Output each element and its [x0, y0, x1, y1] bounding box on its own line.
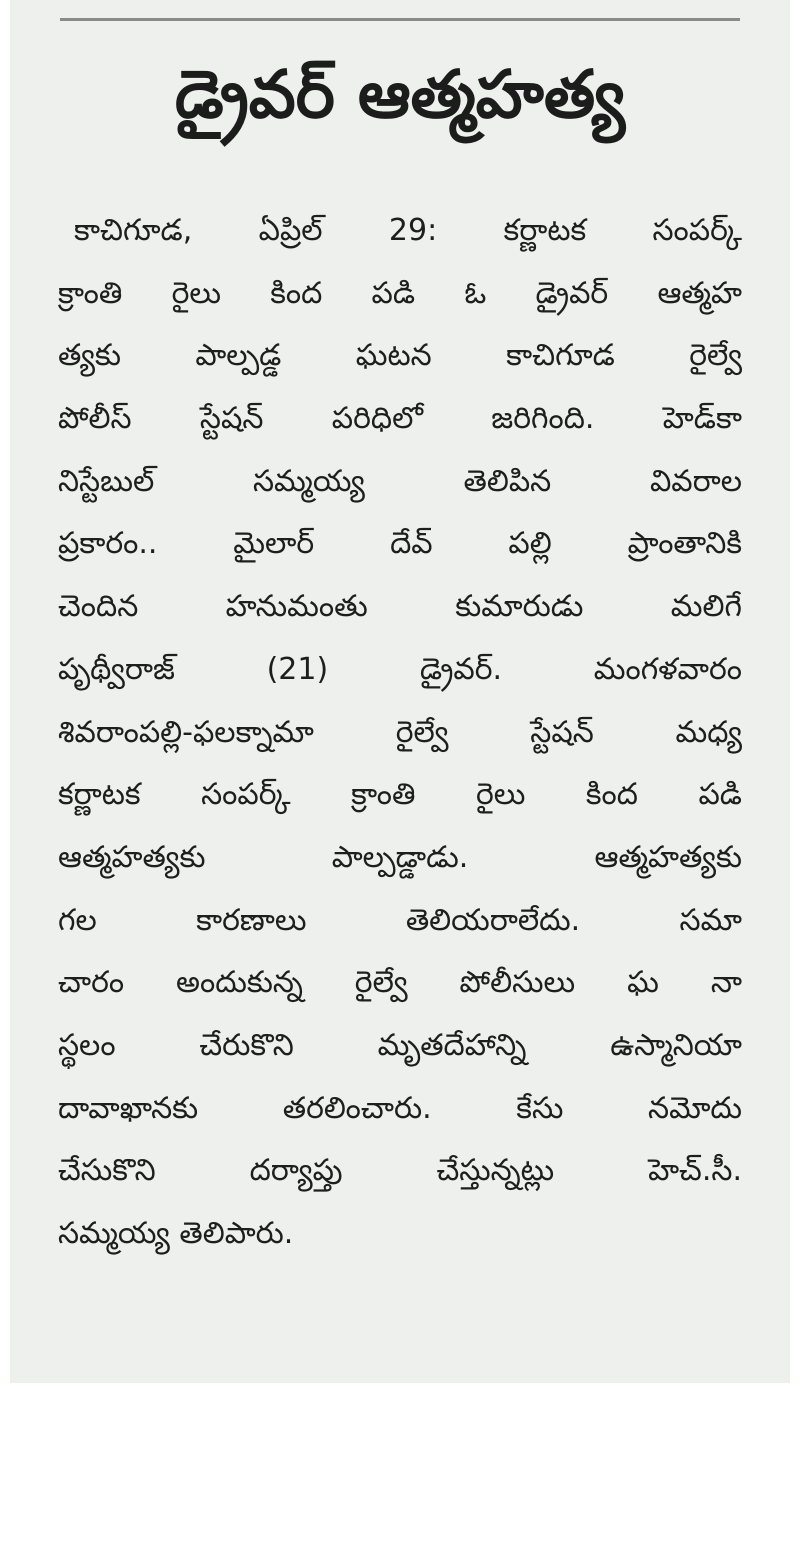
article-line: ఆత్మహత్యకు పాల్పడ్డాడు. ఆత్మహత్యకు: [58, 839, 742, 875]
article-line: దావాఖానకు తరలించారు. కేసు నమోదు: [58, 1090, 742, 1126]
article-line: పృథ్వీరాజ్ (21) డ్రైవర్. మంగళవారం: [58, 651, 742, 687]
article-line: పోలీస్ స్టేషన్ పరిధిలో జరిగింది. హెడ్‌కా: [58, 401, 742, 437]
article-body: [58, 200, 742, 1266]
article-line: శివరాంపల్లి-ఫలక్నామా రైల్వే స్టేషన్ మధ్య: [58, 714, 742, 750]
article-line: గల కారణాలు తెలియరాలేదు. సమా: [58, 902, 742, 938]
article-line: నిస్టేబుల్ సమ్మయ్య తెలిపిన వివరాల: [58, 463, 742, 499]
article-line: కర్ణాటక సంపర్క్ క్రాంతి రైలు కింద పడి: [58, 777, 742, 813]
top-divider: [60, 18, 740, 21]
article-line: చేసుకొని దర్యాప్తు చేస్తున్నట్లు హెచ్.సీ.: [58, 1153, 742, 1189]
article-line: సమ్మయ్య తెలిపారు.: [58, 1216, 294, 1251]
article-line: స్థలం చేరుకొని మృతదేహాన్ని ఉస్మానియా: [58, 1027, 742, 1063]
headline: డ్రైవర్ ఆత్మహత్య: [174, 56, 626, 133]
article-line: చెందిన హనుమంతు కుమారుడు మలిగే: [58, 589, 742, 625]
article-line: ప్రకారం.. మైలార్ దేవ్ పల్లి ప్రాంతానికి: [58, 526, 742, 562]
article-line: త్యకు పాల్పడ్డ ఘటన కాచిగూడ రైల్వే: [58, 338, 742, 374]
article-line: కాచిగూడ, ఏప్రిల్ 29: కర్ణాటక సంపర్క్: [74, 213, 742, 248]
article-line: చారం అందుకున్న రైల్వే పోలీసులు ఘ నా: [58, 965, 742, 1001]
article-line: క్రాంతి రైలు కింద పడి ఓ డ్రైవర్ ఆత్మహ: [58, 275, 742, 311]
